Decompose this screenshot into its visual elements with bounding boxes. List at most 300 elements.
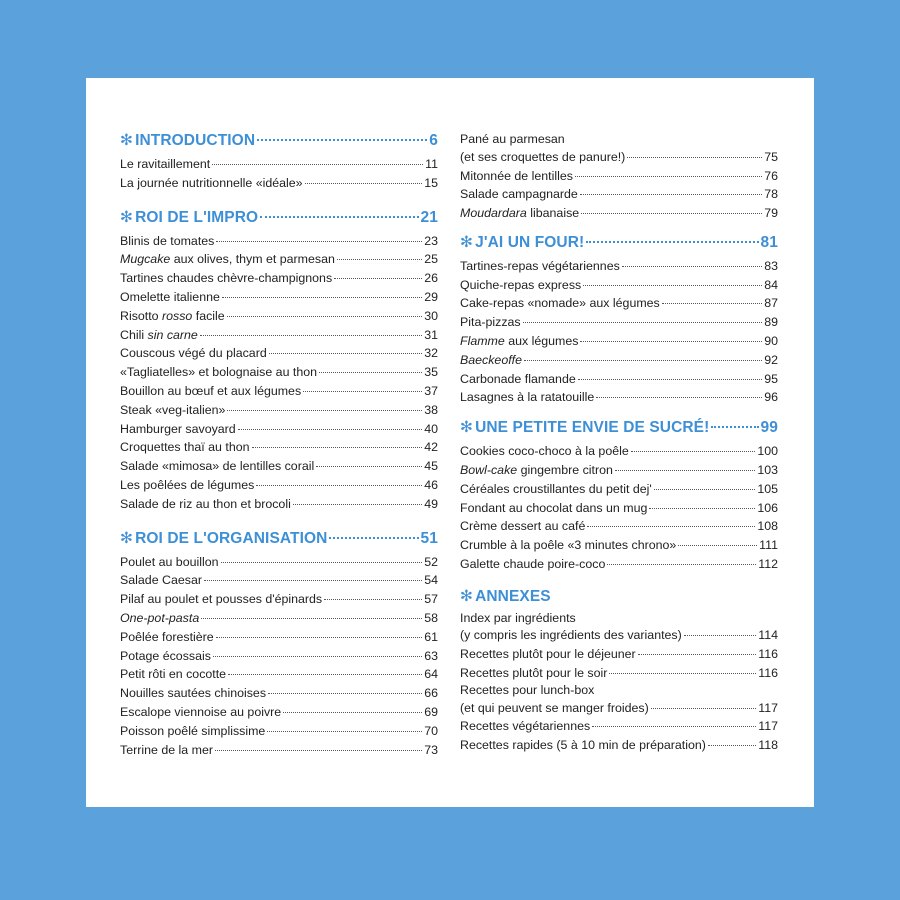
- entry-title-part: Hamburger savoyard: [120, 421, 236, 436]
- entry-title: [460, 717, 590, 736]
- entry-title: [120, 722, 265, 741]
- entry-title: [120, 571, 202, 590]
- entry-title-part: Bouillon au bœuf et aux légumes: [120, 383, 302, 398]
- entry-title-part: Recettes plutôt pour le soir: [460, 666, 608, 681]
- entry-page-number: 90: [764, 334, 778, 349]
- entry-title-part: La journée nutritionnelle «idéale»: [120, 175, 303, 190]
- dot-leader: [631, 451, 756, 452]
- entry-title: [120, 647, 211, 666]
- toc-entry[interactable]: [460, 664, 778, 683]
- section-heading: [120, 528, 438, 550]
- dot-leader: [267, 731, 422, 732]
- entry-title: [460, 313, 521, 332]
- entry-title: [460, 461, 613, 480]
- entry-title: [460, 294, 660, 313]
- entry-title-part: Cookies coco-choco à la poêle: [460, 444, 629, 459]
- entry-title: [120, 703, 281, 722]
- entry-title: [120, 476, 254, 495]
- entry-title: [120, 155, 210, 174]
- entry-title: [120, 609, 199, 628]
- entry-title: [460, 645, 636, 664]
- entry-title: [120, 307, 225, 326]
- entry-title-part: Poêlée forestière: [120, 629, 214, 644]
- toc-entry[interactable]: [120, 269, 438, 288]
- toc-entry[interactable]: [120, 647, 438, 666]
- entry-title: [460, 442, 629, 461]
- dot-leader: [228, 674, 422, 675]
- section-spacer: [460, 223, 778, 232]
- entry-page-number: 79: [764, 206, 778, 221]
- toc-entry[interactable]: [460, 555, 778, 574]
- entry-title: [120, 326, 198, 345]
- dot-leader: [319, 372, 422, 373]
- dot-leader: [678, 545, 757, 546]
- toc-entry-list: [120, 155, 438, 193]
- section-page-number: 6: [429, 132, 438, 149]
- entry-page-number: 78: [764, 187, 778, 202]
- dot-leader: [596, 397, 762, 398]
- dot-leader: [269, 353, 422, 354]
- toc-entry-list: [460, 442, 778, 574]
- entry-title-part: Lasagnes à la ratatouille: [460, 390, 595, 405]
- entry-title: [120, 174, 303, 193]
- entry-title-part: Mitonnée de lentilles: [460, 168, 573, 183]
- section-page-number: 99: [760, 419, 778, 437]
- entry-page-number: 111: [759, 538, 778, 553]
- toc-entry[interactable]: [460, 204, 778, 223]
- entry-title: [120, 420, 236, 439]
- entry-title-part: Galette chaude poire-coco: [460, 557, 606, 572]
- dot-leader: [575, 176, 762, 177]
- entry-title: [120, 288, 220, 307]
- toc-entry-list: [460, 611, 778, 755]
- entry-title: [460, 736, 706, 755]
- entry-page-number: 64: [424, 667, 438, 682]
- entry-title: [120, 457, 314, 476]
- dot-leader: [257, 139, 427, 141]
- section-spacer: [120, 193, 438, 207]
- dot-leader: [651, 708, 757, 709]
- dot-leader: [293, 504, 422, 505]
- entry-title-italic: One-pot-pasta: [120, 610, 200, 625]
- toc-entry-list: [460, 132, 778, 223]
- entry-title-italic: sin carne: [147, 327, 198, 342]
- entry-title-part: aux légumes: [504, 334, 579, 349]
- entry-page-number: 114: [758, 628, 778, 643]
- entry-page-number: 40: [424, 421, 438, 436]
- section-title: ANNEXES: [475, 587, 551, 605]
- toc-column-right: [460, 132, 778, 755]
- snowflake-star-icon: ✻: [460, 419, 474, 437]
- dot-leader: [578, 379, 762, 380]
- toc-entry[interactable]: [460, 736, 778, 755]
- dot-leader: [649, 508, 755, 509]
- entry-title-line1: Index par ingrédients: [460, 610, 576, 625]
- dot-leader: [204, 580, 422, 581]
- entry-title-part: Escalope viennoise au poivre: [120, 704, 282, 719]
- entry-title-part: Blinis de tomates: [120, 233, 215, 248]
- entry-title: [120, 553, 219, 572]
- toc-entry[interactable]: [460, 611, 778, 646]
- entry-page-number: 117: [758, 719, 778, 734]
- entry-title-italic: Baeckeoffe: [460, 352, 522, 367]
- entry-title-part: Les poêlées de légumes: [120, 477, 255, 492]
- entry-title: [120, 382, 301, 401]
- entry-page-number: 49: [424, 496, 438, 511]
- entry-page-number: 42: [424, 440, 438, 455]
- dot-leader: [711, 426, 758, 428]
- entry-title-part: Salade campagnarde: [460, 187, 578, 202]
- dot-leader: [586, 241, 758, 243]
- toc-entry[interactable]: [460, 276, 778, 295]
- dot-leader: [213, 656, 422, 657]
- entry-title-part: libanaise: [526, 206, 580, 221]
- entry-page-number: 83: [764, 258, 778, 273]
- dot-leader: [221, 562, 423, 563]
- entry-title: [120, 269, 332, 288]
- entry-page-number: 37: [424, 383, 438, 398]
- toc-section-introduction: [120, 130, 438, 193]
- entry-title-line1: Pané au parmesan: [460, 132, 565, 146]
- toc-entry[interactable]: [460, 351, 778, 370]
- section-heading: [120, 207, 438, 229]
- entry-page-number: 32: [424, 346, 438, 361]
- toc-entry[interactable]: [120, 495, 438, 514]
- dot-leader: [283, 712, 422, 713]
- toc-entry[interactable]: [120, 684, 438, 703]
- entry-page-number: 116: [758, 647, 778, 662]
- entry-page-number: 57: [424, 592, 438, 607]
- entry-title: [460, 351, 522, 370]
- snowflake-star-icon: ✻: [120, 208, 134, 226]
- entry-page-number: 116: [758, 666, 778, 681]
- entry-page-number: 100: [757, 444, 778, 459]
- dot-leader: [316, 466, 422, 467]
- dot-leader: [238, 429, 423, 430]
- toc-section-j-ai-un-four: [460, 232, 778, 407]
- entry-page-number: 11: [425, 157, 438, 171]
- entry-title-italic: Moudardara: [460, 206, 527, 221]
- entry-page-number: 69: [424, 704, 438, 719]
- section-spacer: [120, 514, 438, 528]
- toc-entry[interactable]: [120, 363, 438, 382]
- entry-title: [460, 332, 578, 351]
- toc-entry[interactable]: [120, 250, 438, 269]
- toc-entry[interactable]: [120, 438, 438, 457]
- entry-title: [120, 665, 226, 684]
- toc-section-une-petite-envie-de-sucre: [460, 417, 778, 574]
- snowflake-star-icon: ✻: [460, 233, 474, 251]
- dot-leader: [212, 164, 423, 165]
- dot-leader: [592, 726, 756, 727]
- entry-title: [460, 664, 607, 683]
- entry-page-number: 84: [764, 277, 778, 292]
- toc-entry[interactable]: [120, 741, 438, 760]
- entry-page-number: 103: [757, 463, 778, 478]
- entry-title: [120, 590, 322, 609]
- toc-section-continued: [460, 132, 778, 223]
- entry-title-italic: Mugcake: [120, 252, 171, 267]
- toc-entry[interactable]: [120, 420, 438, 439]
- entry-title: [460, 699, 649, 718]
- entry-page-number: 45: [424, 459, 438, 474]
- dot-leader: [708, 745, 756, 746]
- toc-entry[interactable]: [460, 388, 778, 407]
- toc-entry[interactable]: [460, 442, 778, 461]
- section-title: J'AI UN FOUR!: [475, 233, 585, 251]
- dot-leader: [523, 322, 763, 323]
- toc-entry[interactable]: [460, 461, 778, 480]
- entry-title-part: Recettes végétariennes: [460, 719, 591, 734]
- entry-title: [460, 370, 576, 389]
- entry-page-number: 23: [424, 233, 438, 248]
- entry-title-part: Poulet au bouillon: [120, 554, 219, 569]
- section-spacer: [460, 574, 778, 586]
- dot-leader: [580, 341, 762, 342]
- entry-title-part: Tartines chaudes chèvre-champignons: [120, 271, 333, 286]
- entry-title-part: Potage écossais: [120, 648, 211, 663]
- dot-leader: [654, 489, 756, 490]
- dot-leader: [216, 637, 423, 638]
- toc-entry[interactable]: [460, 499, 778, 518]
- toc-column-left: [120, 130, 438, 759]
- entry-title: [460, 276, 581, 295]
- toc-entry[interactable]: [120, 628, 438, 647]
- entry-page-number: 76: [764, 168, 778, 183]
- entry-title-part: Pilaf au poulet et pousses d'épinards: [120, 592, 323, 607]
- entry-page-number: 70: [424, 723, 438, 738]
- toc-section-annexes: [460, 586, 778, 755]
- toc-entry[interactable]: [120, 232, 438, 251]
- entry-title: [120, 250, 335, 269]
- entry-page-number: 63: [424, 648, 438, 663]
- dot-leader: [583, 285, 762, 286]
- entry-title-part: Crème dessert au café: [460, 519, 586, 534]
- entry-title-part: gingembre citron: [517, 463, 613, 478]
- entry-title: [460, 499, 647, 518]
- dot-leader: [268, 693, 422, 694]
- dot-leader: [303, 391, 422, 392]
- section-heading: [460, 417, 778, 439]
- entry-page-number: 89: [764, 315, 778, 330]
- toc-entry[interactable]: [120, 174, 438, 193]
- entry-page-number: 75: [764, 149, 778, 164]
- toc-entry[interactable]: [120, 571, 438, 590]
- entry-title-part: Chili: [120, 327, 148, 342]
- entry-title: [460, 148, 625, 167]
- entry-page-number: 29: [424, 289, 438, 304]
- entry-title-part: Quiche-repas express: [460, 277, 582, 292]
- entry-title: [460, 204, 579, 223]
- toc-section-roi-de-l-impro: [120, 207, 438, 514]
- dot-leader: [580, 194, 762, 195]
- entry-title-part: facile: [192, 308, 225, 323]
- toc-entry[interactable]: [120, 155, 438, 174]
- entry-title: [120, 401, 225, 420]
- entry-title: [120, 438, 250, 457]
- entry-title-part: Fondant au chocolat dans un mug: [460, 500, 648, 515]
- entry-page-number: 30: [424, 308, 438, 323]
- entry-page-number: 92: [764, 352, 778, 367]
- entry-title-part: (et ses croquettes de panure!): [460, 149, 626, 164]
- entry-title: [460, 480, 652, 499]
- toc-entry[interactable]: [120, 722, 438, 741]
- dot-leader: [329, 537, 418, 539]
- toc-entry[interactable]: [120, 665, 438, 684]
- entry-title-part: Steak «veg-italien»: [120, 402, 226, 417]
- section-title: ROI DE L'IMPRO: [135, 208, 259, 226]
- entry-title-part: Couscous végé du placard: [120, 346, 267, 361]
- dot-leader: [252, 447, 423, 448]
- entry-title-part: aux olives, thym et parmesan: [170, 252, 335, 267]
- toc-entry[interactable]: [460, 517, 778, 536]
- dot-leader: [684, 635, 756, 636]
- toc-entry[interactable]: [120, 476, 438, 495]
- toc-entry[interactable]: [460, 313, 778, 332]
- entry-title-part: Crumble à la poêle «3 minutes chrono»: [460, 538, 677, 553]
- toc-section-roi-de-l-organisation: [120, 528, 438, 760]
- entry-title: [120, 684, 266, 703]
- dot-leader: [581, 213, 762, 214]
- toc-entry[interactable]: [120, 401, 438, 420]
- entry-title: [460, 388, 594, 407]
- toc-entry-list: [120, 232, 438, 514]
- toc-entry[interactable]: [460, 480, 778, 499]
- toc-entry[interactable]: [460, 536, 778, 555]
- toc-entry[interactable]: [120, 344, 438, 363]
- entry-title: [120, 232, 214, 251]
- entry-title: [460, 536, 676, 555]
- toc-entry[interactable]: [120, 307, 438, 326]
- entry-title-part: Carbonade flamande: [460, 371, 576, 386]
- entry-title-part: (y compris les ingrédients des variantes): [460, 628, 682, 643]
- toc-entry[interactable]: [120, 382, 438, 401]
- dot-leader: [256, 485, 422, 486]
- dot-leader: [627, 157, 762, 158]
- entry-title-part: Risotto: [120, 308, 163, 323]
- toc-entry[interactable]: [460, 294, 778, 313]
- toc-entry[interactable]: [460, 683, 778, 718]
- dot-leader: [200, 335, 422, 336]
- snowflake-star-icon: ✻: [120, 529, 134, 547]
- section-heading: [460, 232, 778, 254]
- entry-title-part: Pita-pizzas: [460, 315, 521, 330]
- entry-page-number: 52: [424, 554, 438, 569]
- section-title: ROI DE L'ORGANISATION: [135, 529, 328, 547]
- entry-title-part: (et qui peuvent se manger froides): [460, 700, 649, 715]
- toc-entry[interactable]: [460, 645, 778, 664]
- entry-page-number: 26: [424, 271, 438, 286]
- toc-entry[interactable]: [460, 167, 778, 186]
- entry-title-part: Omelette italienne: [120, 289, 220, 304]
- entry-title: [120, 363, 317, 382]
- entry-page-number: 25: [424, 252, 438, 267]
- dot-leader: [222, 297, 422, 298]
- toc-entry[interactable]: [120, 609, 438, 628]
- toc-entry[interactable]: [460, 185, 778, 204]
- entry-title: [120, 741, 213, 760]
- section-title: UNE PETITE ENVIE DE SUCRÉ!: [475, 419, 710, 437]
- entry-title-part: Cake-repas «nomade» aux légumes: [460, 296, 660, 311]
- toc-entry[interactable]: [120, 703, 438, 722]
- dot-leader: [607, 564, 756, 565]
- entry-title-part: Petit rôti en cocotte: [120, 667, 227, 682]
- dot-leader: [215, 750, 422, 751]
- dot-leader: [609, 673, 756, 674]
- dot-leader: [305, 183, 423, 184]
- toc-entry-list: [120, 553, 438, 760]
- entry-title-italic: Flamme: [460, 334, 505, 349]
- entry-title-part: Salade de riz au thon et brocoli: [120, 496, 291, 511]
- toc-entry[interactable]: [120, 288, 438, 307]
- entry-page-number: 105: [757, 481, 778, 496]
- section-title: INTRODUCTION: [135, 132, 256, 149]
- section-spacer: [460, 407, 778, 417]
- entry-title-part: Le ravitaillement: [120, 157, 211, 171]
- entry-title-part: Salade Caesar: [120, 573, 202, 588]
- entry-title-part: Céréales croustillantes du petit dej': [460, 481, 652, 496]
- entry-page-number: 87: [764, 296, 778, 311]
- entry-page-number: 38: [424, 402, 438, 417]
- entry-title-part: «Tagliatelles» et bolognaise au thon: [120, 365, 318, 380]
- toc-entry[interactable]: [460, 717, 778, 736]
- toc-entry[interactable]: [120, 326, 438, 345]
- entry-page-number: 73: [424, 742, 438, 757]
- toc-entry[interactable]: [120, 553, 438, 572]
- entry-title-part: Recettes plutôt pour le déjeuner: [460, 647, 636, 662]
- dot-leader: [587, 526, 755, 527]
- entry-title: [120, 344, 267, 363]
- toc-entry[interactable]: [120, 457, 438, 476]
- dot-leader: [216, 241, 422, 242]
- entry-title: [120, 495, 291, 514]
- entry-title: [460, 517, 585, 536]
- dot-leader: [615, 470, 755, 471]
- entry-title-part: Salade «mimosa» de lentilles corail: [120, 459, 315, 474]
- dot-leader: [334, 278, 422, 279]
- section-heading: [120, 130, 438, 152]
- entry-title: [460, 555, 605, 574]
- entry-page-number: 108: [757, 519, 778, 534]
- section-page-number: 51: [420, 529, 438, 547]
- entry-title: [460, 626, 682, 645]
- entry-title: [120, 628, 214, 647]
- toc-entry[interactable]: [460, 370, 778, 389]
- entry-page-number: 15: [424, 175, 438, 190]
- snowflake-star-icon: ✻: [120, 132, 134, 149]
- entry-page-number: 61: [424, 629, 438, 644]
- entry-page-number: 58: [424, 610, 438, 625]
- dot-leader: [662, 303, 762, 304]
- dot-leader: [622, 266, 762, 267]
- entry-title-part: Recettes rapides (5 à 10 min de préparation): [460, 738, 706, 753]
- toc-entry[interactable]: [460, 257, 778, 276]
- entry-title-part: Terrine de la mer: [120, 742, 213, 757]
- entry-page-number: 112: [758, 557, 778, 572]
- section-heading: [460, 586, 778, 608]
- entry-page-number: 106: [757, 500, 778, 515]
- toc-entry[interactable]: [120, 590, 438, 609]
- dot-leader: [227, 316, 423, 317]
- entry-title: [460, 167, 573, 186]
- entry-title: [460, 257, 620, 276]
- entry-page-number: 54: [424, 573, 438, 588]
- entry-title-part: Croquettes thaï au thon: [120, 440, 250, 455]
- entry-page-number: 95: [764, 371, 778, 386]
- toc-entry[interactable]: [460, 132, 778, 167]
- entry-page-number: 66: [424, 686, 438, 701]
- toc-entry[interactable]: [460, 332, 778, 351]
